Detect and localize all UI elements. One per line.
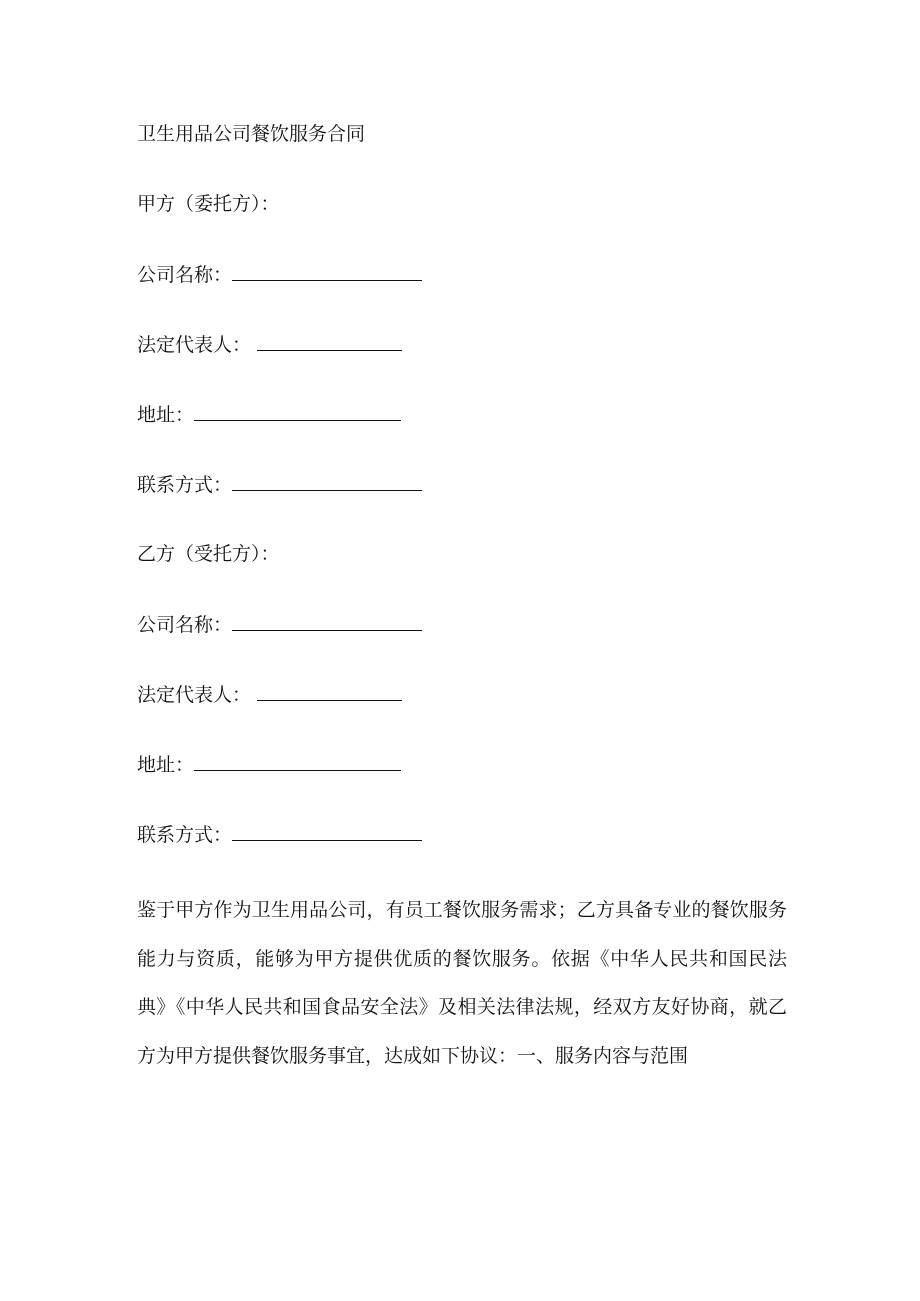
party-b-contact-label: 联系方式： [137, 824, 233, 846]
party-a-address-blank[interactable] [194, 402, 401, 421]
party-a-contact-row [137, 472, 422, 497]
party-b-company-label: 公司名称： [137, 614, 233, 636]
party-a-address-row [137, 402, 401, 427]
party-b-rep-label: 法定代表人： [137, 684, 252, 706]
party-a-company-blank[interactable] [232, 262, 422, 281]
party-a-contact-blank[interactable] [232, 472, 422, 491]
party-a-rep-label: 法定代表人： [137, 334, 252, 356]
party-b-contact-row [137, 822, 422, 847]
party-a-company-label: 公司名称： [137, 264, 233, 286]
party-b-address-label: 地址： [137, 754, 195, 776]
party-b-rep-blank[interactable] [257, 682, 402, 701]
party-b-address-row [137, 752, 401, 777]
party-b-company-blank[interactable] [232, 612, 422, 631]
party-a-contact-label: 联系方式： [137, 474, 233, 496]
party-b-contact-blank[interactable] [232, 822, 422, 841]
party-a-rep-blank[interactable] [257, 332, 402, 351]
document-title: 卫生用品公司餐饮服务合同 [137, 123, 366, 145]
party-b-rep-row [137, 682, 402, 707]
preamble-paragraph: 鉴于甲方作为卫生用品公司，有员工餐饮服务需求；乙方具备专业的餐饮服务能力与资质，能够为甲方提供优质的餐饮服务。依据《中华人民共和国民法典》《中华人民共和国食品安全法》及相关法律法规，经双方友好协商，就乙方为甲方提供餐饮服务事宜，达成如下协议：一、服务内容与范围 [137, 899, 787, 1067]
party-b-address-blank[interactable] [194, 752, 401, 771]
party-a-rep-row [137, 332, 402, 357]
party-b-heading: 乙方（受托方）： [137, 543, 280, 565]
party-a-heading: 甲方（委托方）： [137, 193, 280, 215]
party-a-company-row [137, 262, 422, 287]
party-b-company-row [137, 612, 422, 637]
party-a-address-label: 地址： [137, 404, 195, 426]
